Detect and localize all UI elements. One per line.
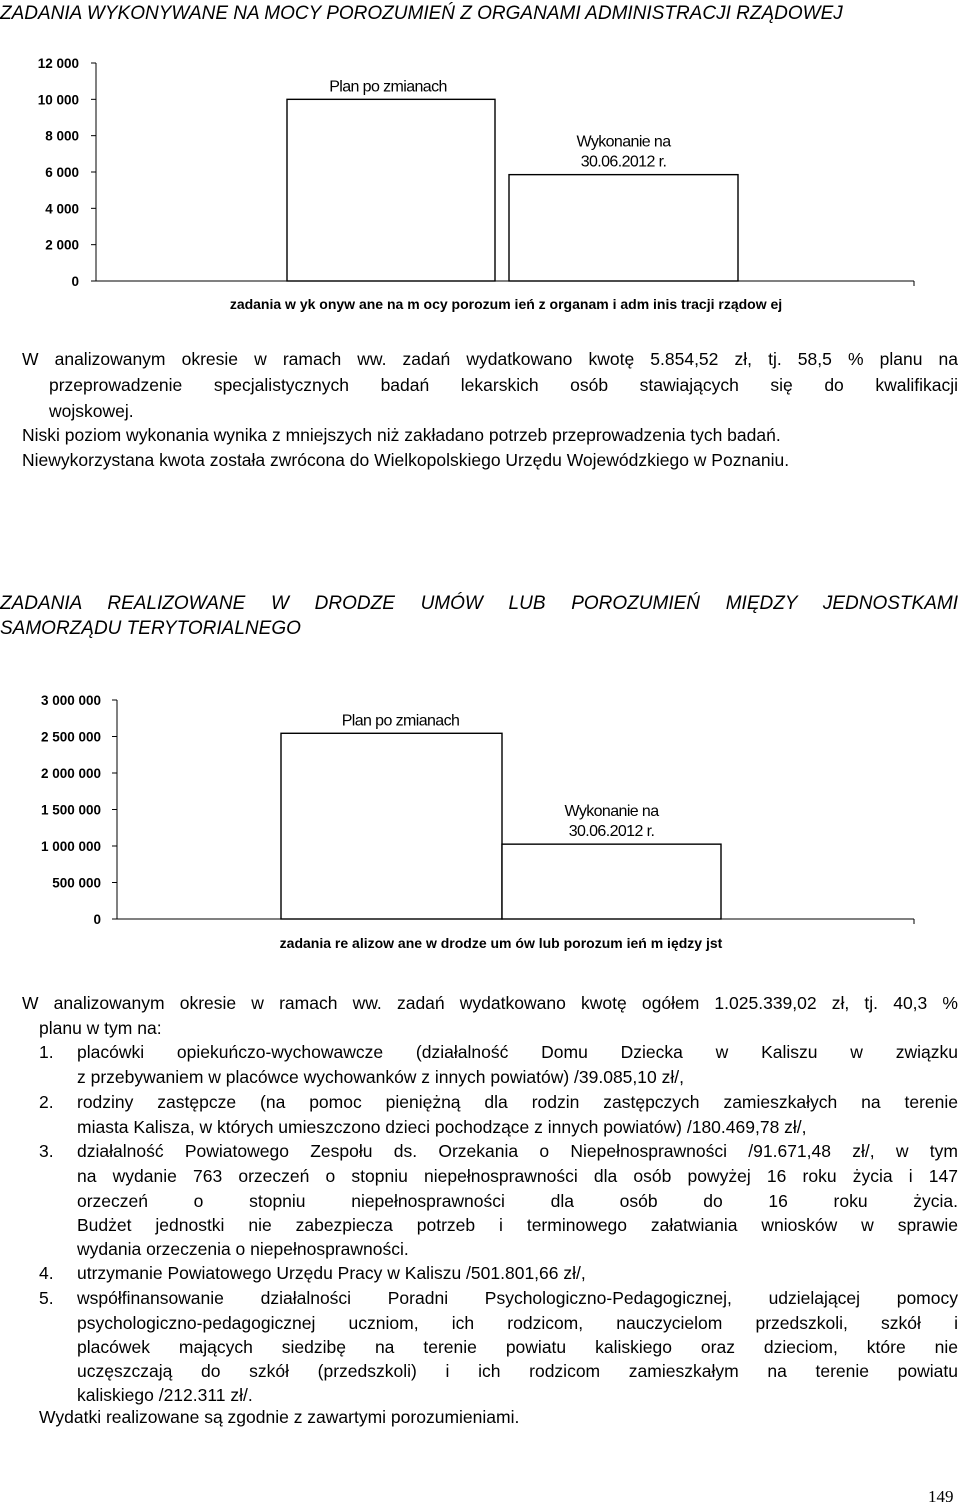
list-item-line: działalność Powiatowego Zespołu ds. Orzekania o Niepełnosprawności /91.671,48 zł/, w tym [77,1141,958,1161]
list-item-line: współfinansowanie działalności Poradni Psychologiczno-Pedagogicznej, udzielającej pomocy [77,1288,958,1308]
data-label: 30.06.2012 r. [568,823,655,841]
y-tick-label: 3 000 000 [40,693,101,708]
paragraph-line: wojskowej. [49,401,134,421]
list-item-line: orzeczeń o stopniu niepełnosprawności dla osób do 16 roku życia. [77,1191,958,1211]
y-tick-label: 12 000 [37,56,79,71]
data-label: Plan po zmianach [341,712,460,730]
data-label: Wykonanie na [576,133,671,151]
list-item-line: rodziny zastępcze (na pomoc pieniężną dla rodzin zastępczych zamieszkałych na terenie [77,1092,958,1112]
y-tick-label: 1 000 000 [40,839,101,854]
list-item-number: 3. [39,1141,54,1161]
paragraph-line: Niski poziom wykonania wynika z mniejszych niż zakładano potrzeb przeprowadzenia tych badań. [22,425,781,445]
bar-chart-government-tasks [0,50,960,320]
paragraph-line: planu w tym na: [39,1018,162,1038]
list-item-line: wydania orzeczenia o niepełnosprawności. [77,1239,409,1259]
y-tick-label: 0 [93,912,101,927]
bar-chart-jst-agreements [0,685,960,960]
y-tick-label: 4 000 [45,201,79,217]
list-item-line: na wydanie 763 orzeczeń o stopniu niepełnosprawności dla osób powyżej 16 roku życia i 147 [77,1166,958,1186]
list-item-line: Budżet jednostki nie zabezpiecza potrzeb i terminowego załatwiania wniosków w sprawie [77,1215,958,1235]
list-item-number: 1. [39,1042,54,1062]
paragraph-line: przeprowadzenie specjalistycznych badań lekarskich osób stawiających się do kwalifikacji [49,375,958,395]
list-item-line: placówek mających siedzibę na terenie powiatu kaliskiego oraz dzieciom, które nie [77,1337,958,1357]
y-tick-label: 2 500 000 [40,729,101,745]
list-item-line: uczęszczają do szkół (przedszkoli) i ich rodzicom zamieszkałym na terenie powiatu [77,1361,958,1381]
paragraph-line: W analizowanym okresie w ramach ww. zadań wydatkowano kwotę 5.854,52 zł, tj. 58,5 % planu na [22,349,958,369]
list-item-line: kaliskiego /212.311 zł/. [77,1385,253,1405]
x-axis-category-label: zadania w yk onyw ane na m ocy porozum ień z organam i adm inis tracji rządow ej [229,296,783,312]
y-tick-label: 8 000 [45,128,79,144]
y-tick-label: 1 500 000 [40,802,101,818]
list-item-line: z przebywaniem w placówce wychowanków z innych powiatów) /39.085,10 zł/, [77,1067,684,1087]
list-item-number: 2. [39,1092,54,1112]
bar [287,99,495,281]
y-tick-label: 2 000 [45,237,79,253]
bar [509,175,738,281]
list-item-line: miasta Kalisza, w których umieszczono dzieci pochodzące z innych powiatów) /180.469,78 zł/, [77,1117,807,1137]
x-axis-category-label: zadania re alizow ane w drodze um ów lub porozum ień m iędzy jst [279,935,723,951]
list-item-number: 5. [39,1288,54,1308]
section-title: ZADANIA REALIZOWANE W DRODZE UMÓW LUB POROZUMIEŃ MIĘDZY JEDNOSTKAMI [0,593,958,614]
section-title: ZADANIA WYKONYWANE NA MOCY POROZUMIEŃ Z ORGANAMI ADMINISTRACJI RZĄDOWEJ [0,3,843,24]
closing-sentence: Wydatki realizowane są zgodnie z zawartymi porozumieniami. [39,1407,520,1427]
list-item-line: placówki opiekuńczo-wychowawcze (działalność Domu Dziecka w Kaliszu w związku [77,1042,958,1062]
list-item-line: utrzymanie Powiatowego Urzędu Pracy w Kaliszu /501.801,66 zł/, [77,1263,586,1283]
bar [281,733,502,919]
page-number: 149 [928,1487,954,1506]
list-item-line: psychologiczno-pedagogicznej uczniom, ich rodzicom, nauczycielom przedszkoli, szkół i [77,1313,958,1333]
y-tick-label: 0 [71,274,79,289]
y-tick-label: 2 000 000 [40,766,101,781]
y-tick-label: 6 000 [45,165,79,180]
data-label: Wykonanie na [564,803,659,821]
paragraph-line: Niewykorzystana kwota została zwrócona do Wielkopolskiego Urzędu Wojewódzkiego w Poznaniu. [22,450,790,470]
y-tick-label: 500 000 [52,875,101,891]
bar [502,844,721,919]
section-title-continued: SAMORZĄDU TERYTORIALNEGO [0,618,301,639]
data-label: Plan po zmianach [329,78,447,96]
paragraph-line: W analizowanym okresie w ramach ww. zadań wydatkowano kwotę ogółem 1.025.339,02 zł, tj. 40,3 % [22,993,958,1013]
data-label: 30.06.2012 r. [580,153,667,171]
list-item-number: 4. [39,1263,54,1283]
y-tick-label: 10 000 [37,92,79,108]
